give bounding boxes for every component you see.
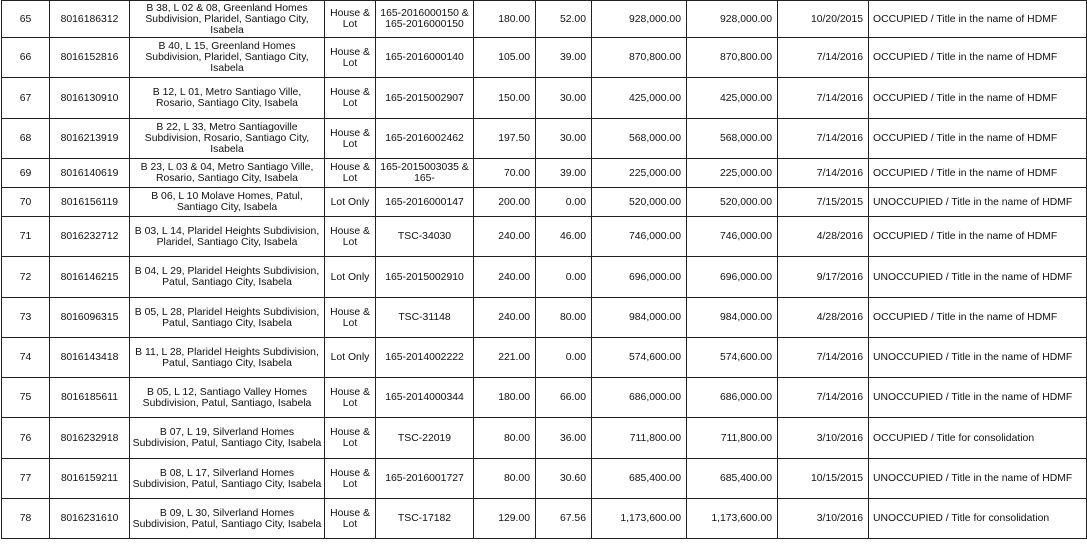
property-type: House & Lot: [325, 418, 376, 459]
property-status: UNOCCUPIED / Title in the name of HDMF: [869, 338, 1087, 378]
appraised-value: 696,000.00: [592, 257, 687, 298]
appraised-value: 225,000.00: [592, 159, 687, 188]
appraised-value: 520,000.00: [592, 188, 687, 217]
account-number: 8016159211: [50, 459, 130, 499]
floor-area: 67.56: [536, 499, 592, 539]
property-type: House & Lot: [325, 1, 376, 38]
tct-number: 165-2016000147: [376, 188, 474, 217]
account-number: 8016185611: [50, 378, 130, 418]
date: 7/14/2016: [778, 119, 869, 159]
selling-price: 711,800.00: [687, 418, 778, 459]
selling-price: 984,000.00: [687, 298, 778, 338]
selling-price: 928,000.00: [687, 1, 778, 38]
floor-area: 39.00: [536, 159, 592, 188]
tct-number: TSC-31148: [376, 298, 474, 338]
tct-number: 165-2015003035 & 165-: [376, 159, 474, 188]
property-status: OCCUPIED / Title in the name of HDMF: [869, 38, 1087, 78]
selling-price: 686,000.00: [687, 378, 778, 418]
table-row: [2, 257, 1087, 298]
property-status: UNOCCUPIED / Title in the name of HDMF: [869, 378, 1087, 418]
property-address: B 03, L 14, Plaridel Heights Subdivision, Plaridel, Santiago City, Isabela: [130, 217, 325, 257]
property-address: B 12, L 01, Metro Santiago Ville, Rosario, Santiago City, Isabela: [130, 78, 325, 119]
tct-number: 165-2016000140: [376, 38, 474, 78]
lot-area: 129.00: [474, 499, 536, 539]
property-status: OCCUPIED / Title for consolidation: [869, 418, 1087, 459]
property-address: B 06, L 10 Molave Homes, Patul, Santiago City, Isabela: [130, 188, 325, 217]
table-row: [2, 159, 1087, 188]
tct-number: 165-2014000344: [376, 378, 474, 418]
lot-area: 221.00: [474, 338, 536, 378]
property-type: House & Lot: [325, 119, 376, 159]
property-address: B 11, L 28, Plaridel Heights Subdivision, Patul, Santiago City, Isabela: [130, 338, 325, 378]
appraised-value: 1,173,600.00: [592, 499, 687, 539]
property-address: B 04, L 29, Plaridel Heights Subdivision, Patul, Santiago City, Isabela: [130, 257, 325, 298]
property-type: House & Lot: [325, 378, 376, 418]
row-number: 70: [2, 188, 50, 217]
lot-area: 180.00: [474, 378, 536, 418]
property-type: House & Lot: [325, 217, 376, 257]
property-type: Lot Only: [325, 188, 376, 217]
property-address: B 22, L 33, Metro Santiagoville Subdivision, Rosario, Santiago City, Isabela: [130, 119, 325, 159]
floor-area: 46.00: [536, 217, 592, 257]
property-type: Lot Only: [325, 338, 376, 378]
property-status: UNOCCUPIED / Title in the name of HDMF: [869, 188, 1087, 217]
selling-price: 568,000.00: [687, 119, 778, 159]
lot-area: 240.00: [474, 217, 536, 257]
row-number: 67: [2, 78, 50, 119]
property-status: OCCUPIED / Title in the name of HDMF: [869, 217, 1087, 257]
tct-number: 165-2015002907: [376, 78, 474, 119]
account-number: 8016140619: [50, 159, 130, 188]
date: 7/14/2016: [778, 38, 869, 78]
appraised-value: 746,000.00: [592, 217, 687, 257]
table-row: [2, 78, 1087, 119]
floor-area: 0.00: [536, 257, 592, 298]
property-address: B 05, L 12, Santiago Valley Homes Subdivision, Patul, Santiago, Isabela: [130, 378, 325, 418]
floor-area: 30.60: [536, 459, 592, 499]
property-type: Lot Only: [325, 257, 376, 298]
floor-area: 36.00: [536, 418, 592, 459]
property-status: OCCUPIED / Title in the name of HDMF: [869, 78, 1087, 119]
date: 3/10/2016: [778, 418, 869, 459]
tct-number: TSC-22019: [376, 418, 474, 459]
property-address: B 38, L 02 & 08, Greenland Homes Subdivision, Plaridel, Santiago City, Isabela: [130, 1, 325, 38]
floor-area: 0.00: [536, 338, 592, 378]
property-status: UNOCCUPIED / Title for consolidation: [869, 499, 1087, 539]
lot-area: 80.00: [474, 418, 536, 459]
appraised-value: 928,000.00: [592, 1, 687, 38]
floor-area: 30.00: [536, 119, 592, 159]
property-type: House & Lot: [325, 159, 376, 188]
property-status: OCCUPIED / Title in the name of HDMF: [869, 298, 1087, 338]
tct-number: TSC-17182: [376, 499, 474, 539]
property-address: B 40, L 15, Greenland Homes Subdivision, Plaridel, Santiago City, Isabela: [130, 38, 325, 78]
tct-number: TSC-34030: [376, 217, 474, 257]
floor-area: 80.00: [536, 298, 592, 338]
appraised-value: 711,800.00: [592, 418, 687, 459]
tct-number: 165-2014002222: [376, 338, 474, 378]
table-row: [2, 298, 1087, 338]
date: 7/15/2015: [778, 188, 869, 217]
row-number: 66: [2, 38, 50, 78]
property-status: OCCUPIED / Title in the name of HDMF: [869, 1, 1087, 38]
account-number: 8016156119: [50, 188, 130, 217]
property-listing-table: [1, 0, 1087, 539]
lot-area: 180.00: [474, 1, 536, 38]
date: 9/17/2016: [778, 257, 869, 298]
selling-price: 870,800.00: [687, 38, 778, 78]
appraised-value: 870,800.00: [592, 38, 687, 78]
table-row: [2, 499, 1087, 539]
appraised-value: 574,600.00: [592, 338, 687, 378]
selling-price: 520,000.00: [687, 188, 778, 217]
table-row: [2, 119, 1087, 159]
floor-area: 0.00: [536, 188, 592, 217]
appraised-value: 425,000.00: [592, 78, 687, 119]
date: 10/20/2015: [778, 1, 869, 38]
property-status: OCCUPIED / Title in the name of HDMF: [869, 159, 1087, 188]
row-number: 77: [2, 459, 50, 499]
lot-area: 105.00: [474, 38, 536, 78]
table-row: [2, 188, 1087, 217]
account-number: 8016143418: [50, 338, 130, 378]
selling-price: 574,600.00: [687, 338, 778, 378]
property-status: OCCUPIED / Title in the name of HDMF: [869, 119, 1087, 159]
row-number: 74: [2, 338, 50, 378]
selling-price: 746,000.00: [687, 217, 778, 257]
property-type: House & Lot: [325, 78, 376, 119]
account-number: 8016232918: [50, 418, 130, 459]
row-number: 75: [2, 378, 50, 418]
floor-area: 52.00: [536, 1, 592, 38]
lot-area: 150.00: [474, 78, 536, 119]
date: 7/14/2016: [778, 78, 869, 119]
selling-price: 1,173,600.00: [687, 499, 778, 539]
row-number: 78: [2, 499, 50, 539]
date: 7/14/2016: [778, 159, 869, 188]
row-number: 65: [2, 1, 50, 38]
table-row: [2, 338, 1087, 378]
account-number: 8016152816: [50, 38, 130, 78]
selling-price: 696,000.00: [687, 257, 778, 298]
tct-number: 165-2016002462: [376, 119, 474, 159]
appraised-value: 568,000.00: [592, 119, 687, 159]
table-row: [2, 217, 1087, 257]
account-number: 8016231610: [50, 499, 130, 539]
date: 7/14/2016: [778, 378, 869, 418]
appraised-value: 685,400.00: [592, 459, 687, 499]
property-type: House & Lot: [325, 298, 376, 338]
account-number: 8016130910: [50, 78, 130, 119]
property-address: B 23, L 03 & 04, Metro Santiago Ville, Rosario, Santiago City, Isabela: [130, 159, 325, 188]
selling-price: 425,000.00: [687, 78, 778, 119]
lot-area: 80.00: [474, 459, 536, 499]
lot-area: 200.00: [474, 188, 536, 217]
property-status: UNOCCUPIED / Title in the name of HDMF: [869, 459, 1087, 499]
date: 4/28/2016: [778, 217, 869, 257]
date: 10/15/2015: [778, 459, 869, 499]
property-address: B 07, L 19, Silverland Homes Subdivision, Patul, Santiago City, Isabela: [130, 418, 325, 459]
lot-area: 240.00: [474, 257, 536, 298]
table-row: [2, 38, 1087, 78]
property-address: B 05, L 28, Plaridel Heights Subdivision, Patul, Santiago City, Isabela: [130, 298, 325, 338]
property-address: B 08, L 17, Silverland Homes Subdivision, Patul, Santiago City, Isabela: [130, 459, 325, 499]
floor-area: 66.00: [536, 378, 592, 418]
row-number: 68: [2, 119, 50, 159]
property-status: UNOCCUPIED / Title in the name of HDMF: [869, 257, 1087, 298]
tct-number: 165-2015002910: [376, 257, 474, 298]
account-number: 8016096315: [50, 298, 130, 338]
tct-number: 165-2016001727: [376, 459, 474, 499]
property-type: House & Lot: [325, 499, 376, 539]
appraised-value: 984,000.00: [592, 298, 687, 338]
table-row: [2, 418, 1087, 459]
row-number: 69: [2, 159, 50, 188]
selling-price: 685,400.00: [687, 459, 778, 499]
property-address: B 09, L 30, Silverland Homes Subdivision, Patul, Santiago City, Isabela: [130, 499, 325, 539]
account-number: 8016232712: [50, 217, 130, 257]
lot-area: 240.00: [474, 298, 536, 338]
date: 7/14/2016: [778, 338, 869, 378]
account-number: 8016146215: [50, 257, 130, 298]
table-row: [2, 459, 1087, 499]
account-number: 8016186312: [50, 1, 130, 38]
date: 4/28/2016: [778, 298, 869, 338]
appraised-value: 686,000.00: [592, 378, 687, 418]
row-number: 76: [2, 418, 50, 459]
property-type: House & Lot: [325, 38, 376, 78]
floor-area: 39.00: [536, 38, 592, 78]
lot-area: 197.50: [474, 119, 536, 159]
selling-price: 225,000.00: [687, 159, 778, 188]
table-row: [2, 1, 1087, 38]
date: 3/10/2016: [778, 499, 869, 539]
table-row: [2, 378, 1087, 418]
property-type: House & Lot: [325, 459, 376, 499]
row-number: 71: [2, 217, 50, 257]
row-number: 72: [2, 257, 50, 298]
floor-area: 30.00: [536, 78, 592, 119]
row-number: 73: [2, 298, 50, 338]
lot-area: 70.00: [474, 159, 536, 188]
account-number: 8016213919: [50, 119, 130, 159]
tct-number: 165-2016000150 & 165-2016000150: [376, 1, 474, 38]
